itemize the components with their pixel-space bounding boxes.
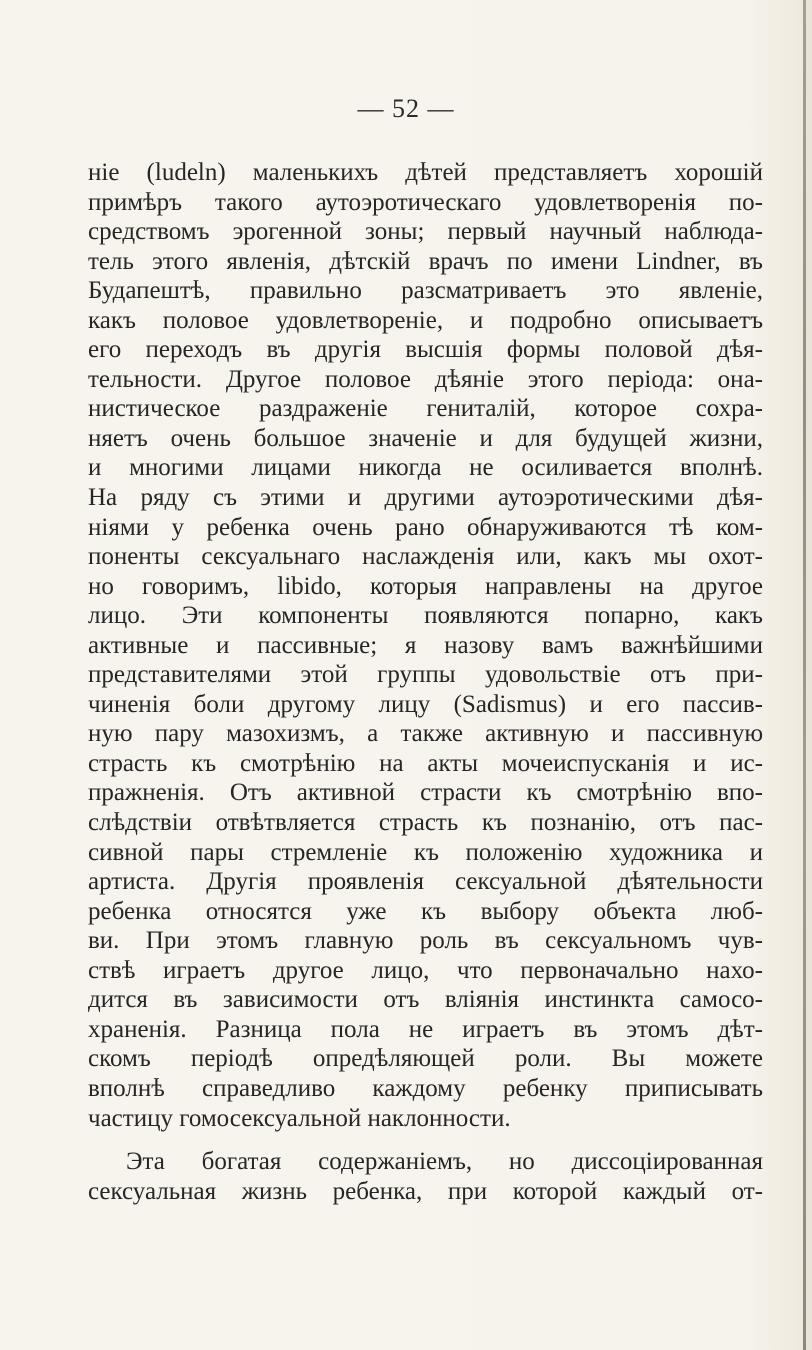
text-line: ви. При этомъ главную роль въ сексуальномъ чув-: [88, 927, 763, 955]
text-line: лицо. Эти компоненты появляются попарно, какъ: [88, 602, 763, 630]
paragraph-2: [88, 1147, 763, 1206]
text-line: сексуальная жизнь ребенка, при которой каждый от-: [88, 1177, 763, 1205]
text-line: вполнѣ справедливо каждому ребенку приписывать: [88, 1074, 763, 1102]
page-number: — 52 —: [357, 94, 455, 123]
page-edge-shadow: [803, 0, 806, 1350]
text-line: ную пару мазохизмъ, а также активную и пассивную: [88, 720, 763, 748]
text-line: частицу гомосексуальной наклонности.: [88, 1104, 511, 1132]
paragraph-gap: [88, 1133, 763, 1147]
text-line: какъ половое удовлетвореніе, и подробно описываетъ: [88, 306, 763, 334]
text-line: чиненія боли другому лицу (Sadismus) и его пассив-: [88, 690, 763, 718]
text-line: поненты сексуальнаго наслажденія или, какъ мы охот-: [88, 543, 763, 571]
page-edge-margin: [806, 0, 812, 1350]
body-text: [88, 158, 763, 1206]
text-line: средствомъ эрогенной зоны; первый научный наблюда-: [88, 218, 763, 246]
text-line: активные и пассивные; я назову вамъ важнѣйшими: [88, 631, 763, 659]
text-line: нистическое раздраженіе гениталій, которое сохра-: [88, 395, 763, 423]
text-line: скомъ періодѣ опредѣляющей роли. Вы можете: [88, 1045, 763, 1073]
text-line: тель этого явленія, дѣтскій врачъ по имени Lindner, въ: [88, 247, 763, 275]
text-line: но говоримъ, libido, которыя направлены на другое: [88, 572, 763, 600]
text-line: слѣдствіи отвѣтвляется страсть къ познанію, отъ пас-: [88, 809, 763, 837]
text-line: няетъ очень большое значеніе и для будущей жизни,: [88, 424, 763, 452]
text-line: Эта богатая содержаніемъ, но диссоціированная: [126, 1148, 763, 1176]
text-line: дится въ зависимости отъ вліянія инстинкта самосо-: [88, 986, 763, 1014]
text-line: Будапештѣ, правильно разсматриваетъ это явленіе,: [88, 277, 763, 305]
text-line: сивной пары стремленіе къ положенію художника и: [88, 838, 763, 866]
text-line: пражненія. Отъ активной страсти къ смотрѣнію впо-: [88, 779, 763, 807]
text-line: На ряду съ этими и другими аутоэротическими дѣя-: [88, 484, 763, 512]
text-line: храненія. Разница пола не играетъ въ этомъ дѣт-: [88, 1015, 763, 1043]
text-line: его переходъ въ другія высшія формы половой дѣя-: [88, 336, 763, 364]
text-line: ніе (ludeln) маленькихъ дѣтей представляетъ хорошій: [88, 159, 763, 186]
paragraph-1: [88, 158, 763, 1133]
text-line: и многими лицами никогда не осиливается вполнѣ.: [88, 454, 763, 482]
text-line: ствѣ играетъ другое лицо, что первоначально нахо-: [88, 956, 763, 984]
text-line: страсть къ смотрѣнію на акты мочеиспусканія и ис-: [88, 749, 763, 777]
text-line: ребенка относятся уже къ выбору объекта люб-: [88, 897, 763, 925]
text-line: примѣръ такого аутоэротическаго удовлетворенія по-: [88, 188, 763, 216]
text-line: тельности. Другое половое дѣяніе этого періода: она-: [88, 365, 763, 393]
text-line: ніями у ребенка очень рано обнаруживаются тѣ ком-: [88, 513, 763, 541]
text-line: представителями этой группы удовольствіе отъ при-: [88, 661, 763, 689]
text-line: артиста. Другія проявленія сексуальной дѣятельности: [88, 868, 763, 896]
